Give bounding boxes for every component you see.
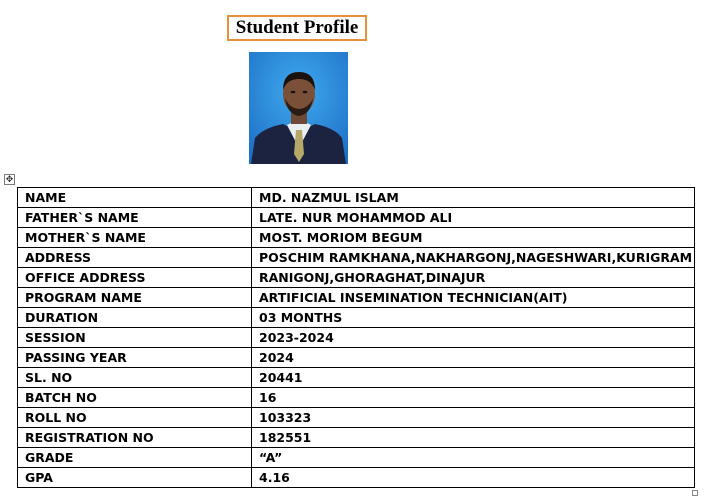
row-value: 16 (252, 388, 695, 408)
row-label: NAME (18, 188, 252, 208)
row-value: 2024 (252, 348, 695, 368)
profile-table (17, 187, 695, 488)
table-row (18, 468, 695, 488)
table-row (18, 348, 695, 368)
row-value: 4.16 (252, 468, 695, 488)
table-row (18, 228, 695, 248)
row-label: DURATION (18, 308, 252, 328)
table-row (18, 408, 695, 428)
row-value: MOST. MORIOM BEGUM (252, 228, 695, 248)
row-value: 182551 (252, 428, 695, 448)
row-value: 03 MONTHS (252, 308, 695, 328)
table-row (18, 328, 695, 348)
row-label: PASSING YEAR (18, 348, 252, 368)
row-label: MOTHER`S NAME (18, 228, 252, 248)
row-value: 20441 (252, 368, 695, 388)
table-row (18, 268, 695, 288)
row-label: ADDRESS (18, 248, 252, 268)
row-value: MD. NAZMUL ISLAM (252, 188, 695, 208)
table-move-handle-icon[interactable]: ✥ (5, 174, 14, 184)
student-photo-image (249, 52, 348, 164)
row-value: RANIGONJ,GHORAGHAT,DINAJUR (252, 268, 695, 288)
table-row (18, 448, 695, 468)
page-title: Student Profile (235, 17, 359, 38)
row-value: ARTIFICIAL INSEMINATION TECHNICIAN(AIT) (252, 288, 695, 308)
row-label: REGISTRATION NO (18, 428, 252, 448)
row-label: FATHER`S NAME (18, 208, 252, 228)
table-row (18, 188, 695, 208)
table-row (18, 208, 695, 228)
row-label: BATCH NO (18, 388, 252, 408)
table-row (18, 368, 695, 388)
student-photo (249, 52, 348, 164)
row-value: 2023-2024 (252, 328, 695, 348)
row-label: ROLL NO (18, 408, 252, 428)
row-label: SESSION (18, 328, 252, 348)
row-label: OFFICE ADDRESS (18, 268, 252, 288)
row-value: 103323 (252, 408, 695, 428)
row-value: POSCHIM RAMKHANA,NAKHARGONJ,NAGESHWARI,KURIGRAM (252, 248, 695, 268)
row-label: GRADE (18, 448, 252, 468)
row-value: “A” (252, 448, 695, 468)
row-label: GPA (18, 468, 252, 488)
row-value: LATE. NUR MOHAMMOD ALI (252, 208, 695, 228)
table-row (18, 308, 695, 328)
title-box (227, 15, 367, 41)
table-row (18, 388, 695, 408)
row-label: SL. NO (18, 368, 252, 388)
table-row (18, 428, 695, 448)
table-resize-handle-icon[interactable] (692, 490, 698, 496)
table-row (18, 248, 695, 268)
table-row (18, 288, 695, 308)
row-label: PROGRAM NAME (18, 288, 252, 308)
